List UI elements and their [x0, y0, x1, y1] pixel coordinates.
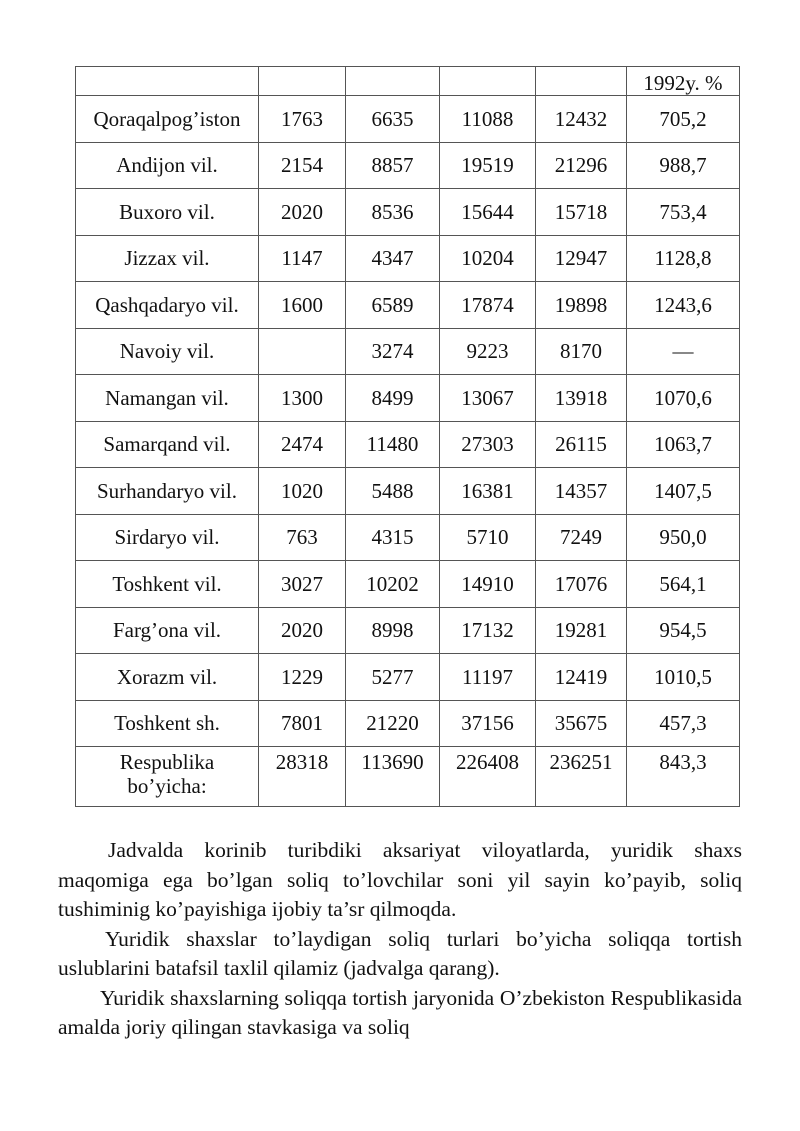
region-name-cell: Samarqand vil. — [76, 421, 259, 468]
header-cell — [259, 67, 346, 96]
table-row — [76, 654, 740, 701]
table-row — [76, 96, 740, 143]
total-label-line: Respublika — [119, 750, 215, 774]
table-row — [76, 700, 740, 747]
value-cell: 11480 — [346, 421, 440, 468]
region-name-cell: Xorazm vil. — [76, 654, 259, 701]
value-cell: 14357 — [536, 468, 627, 515]
value-cell: 1020 — [259, 468, 346, 515]
total-label-line: bo’yicha: — [127, 774, 207, 798]
header-cell — [440, 67, 536, 96]
region-name-cell: Buxoro vil. — [76, 189, 259, 236]
value-cell: 1243,6 — [627, 282, 740, 329]
value-cell: 5710 — [440, 514, 536, 561]
value-cell: 14910 — [440, 561, 536, 608]
value-cell: 12432 — [536, 96, 627, 143]
value-cell: 17076 — [536, 561, 627, 608]
region-name-cell: Qoraqalpog’iston — [76, 96, 259, 143]
value-cell: 988,7 — [627, 142, 740, 189]
value-cell: 1010,5 — [627, 654, 740, 701]
value-cell: 564,1 — [627, 561, 740, 608]
value-cell: 10204 — [440, 235, 536, 282]
value-cell: 954,5 — [627, 607, 740, 654]
paragraph: Yuridik shaxslarning soliqqa tortish jaryonida O’zbekiston Respublikasida amalda joriy qilingan stavkasiga va soliq — [58, 985, 742, 1039]
value-cell: 35675 — [536, 700, 627, 747]
value-cell: 26115 — [536, 421, 627, 468]
region-name-cell: Farg’ona vil. — [76, 607, 259, 654]
table-row — [76, 282, 740, 329]
table-row — [76, 235, 740, 282]
region-name-cell: Toshkent vil. — [76, 561, 259, 608]
value-cell: 13067 — [440, 375, 536, 422]
total-value-cell: 226408 — [440, 747, 536, 807]
value-cell: 2474 — [259, 421, 346, 468]
value-cell: 6635 — [346, 96, 440, 143]
value-cell: 1147 — [259, 235, 346, 282]
value-cell: 11197 — [440, 654, 536, 701]
value-cell: 1128,8 — [627, 235, 740, 282]
total-value-cell: 236251 — [536, 747, 627, 807]
value-cell: 10202 — [346, 561, 440, 608]
value-cell: 5488 — [346, 468, 440, 515]
value-cell: 11088 — [440, 96, 536, 143]
table-row — [76, 142, 740, 189]
header-cell — [346, 67, 440, 96]
value-cell: 1070,6 — [627, 375, 740, 422]
value-cell: 3027 — [259, 561, 346, 608]
value-cell: 15644 — [440, 189, 536, 236]
region-name-cell: Surhandaryo vil. — [76, 468, 259, 515]
value-cell — [259, 328, 346, 375]
total-value-cell: 843,3 — [627, 747, 740, 807]
region-name-cell: Sirdaryo vil. — [76, 514, 259, 561]
value-cell: 8998 — [346, 607, 440, 654]
table-row — [76, 561, 740, 608]
value-cell: 950,0 — [627, 514, 740, 561]
value-cell: 8170 — [536, 328, 627, 375]
paragraph: Jadvalda korinib turibdiki aksariyat viloyatlarda, yuridik shaxs maqomiga ega bo’lgan soliq to’lovchilar soni yil sayin ko’payib, soliq tushiminig ko’payishiga ijobiy ta’sr qilmoqda. — [58, 838, 742, 921]
value-cell: 8857 — [346, 142, 440, 189]
table-body — [76, 67, 740, 807]
value-cell: 1300 — [259, 375, 346, 422]
table-row — [76, 468, 740, 515]
value-cell: 457,3 — [627, 700, 740, 747]
value-cell: 705,2 — [627, 96, 740, 143]
value-cell: 16381 — [440, 468, 536, 515]
value-cell: 37156 — [440, 700, 536, 747]
region-name-cell: Jizzax vil. — [76, 235, 259, 282]
value-cell: 7249 — [536, 514, 627, 561]
region-name-cell: Navoiy vil. — [76, 328, 259, 375]
total-value-cell: 113690 — [346, 747, 440, 807]
table-row — [76, 607, 740, 654]
body-text — [58, 836, 742, 1043]
region-name-cell: Toshkent sh. — [76, 700, 259, 747]
value-cell: 2154 — [259, 142, 346, 189]
value-cell: 7801 — [259, 700, 346, 747]
value-cell: 753,4 — [627, 189, 740, 236]
value-cell: 8536 — [346, 189, 440, 236]
value-cell: 19898 — [536, 282, 627, 329]
value-cell: 17874 — [440, 282, 536, 329]
header-cell: 1992y. % — [627, 67, 740, 96]
total-label-cell — [76, 747, 259, 807]
total-row — [76, 747, 740, 807]
value-cell: 1229 — [259, 654, 346, 701]
value-cell: 21296 — [536, 142, 627, 189]
value-cell: 4315 — [346, 514, 440, 561]
table-row — [76, 421, 740, 468]
value-cell: 2020 — [259, 607, 346, 654]
value-cell: 17132 — [440, 607, 536, 654]
region-name-cell: Namangan vil. — [76, 375, 259, 422]
value-cell: 2020 — [259, 189, 346, 236]
value-cell: 12947 — [536, 235, 627, 282]
value-cell: — — [627, 328, 740, 375]
header-cell — [536, 67, 627, 96]
region-name-cell: Andijon vil. — [76, 142, 259, 189]
value-cell: 3274 — [346, 328, 440, 375]
value-cell: 21220 — [346, 700, 440, 747]
table-header-row — [76, 67, 740, 96]
value-cell: 763 — [259, 514, 346, 561]
header-cell — [76, 67, 259, 96]
value-cell: 1600 — [259, 282, 346, 329]
table-row — [76, 514, 740, 561]
total-value-cell: 28318 — [259, 747, 346, 807]
value-cell: 19519 — [440, 142, 536, 189]
paragraph: Yuridik shaxslar to’laydigan soliq turlari bo’yicha soliqqa tortish uslublarini batafsil taxlil qilamiz (jadvalga qarang). — [58, 926, 742, 980]
value-cell: 1763 — [259, 96, 346, 143]
region-name-cell: Qashqadaryo vil. — [76, 282, 259, 329]
value-cell: 15718 — [536, 189, 627, 236]
value-cell: 8499 — [346, 375, 440, 422]
value-cell: 19281 — [536, 607, 627, 654]
value-cell: 13918 — [536, 375, 627, 422]
regional-tax-table — [75, 66, 740, 807]
table-row — [76, 189, 740, 236]
value-cell: 1407,5 — [627, 468, 740, 515]
value-cell: 6589 — [346, 282, 440, 329]
value-cell: 27303 — [440, 421, 536, 468]
table-row — [76, 375, 740, 422]
value-cell: 12419 — [536, 654, 627, 701]
value-cell: 5277 — [346, 654, 440, 701]
value-cell: 1063,7 — [627, 421, 740, 468]
table-row — [76, 328, 740, 375]
value-cell: 9223 — [440, 328, 536, 375]
value-cell: 4347 — [346, 235, 440, 282]
